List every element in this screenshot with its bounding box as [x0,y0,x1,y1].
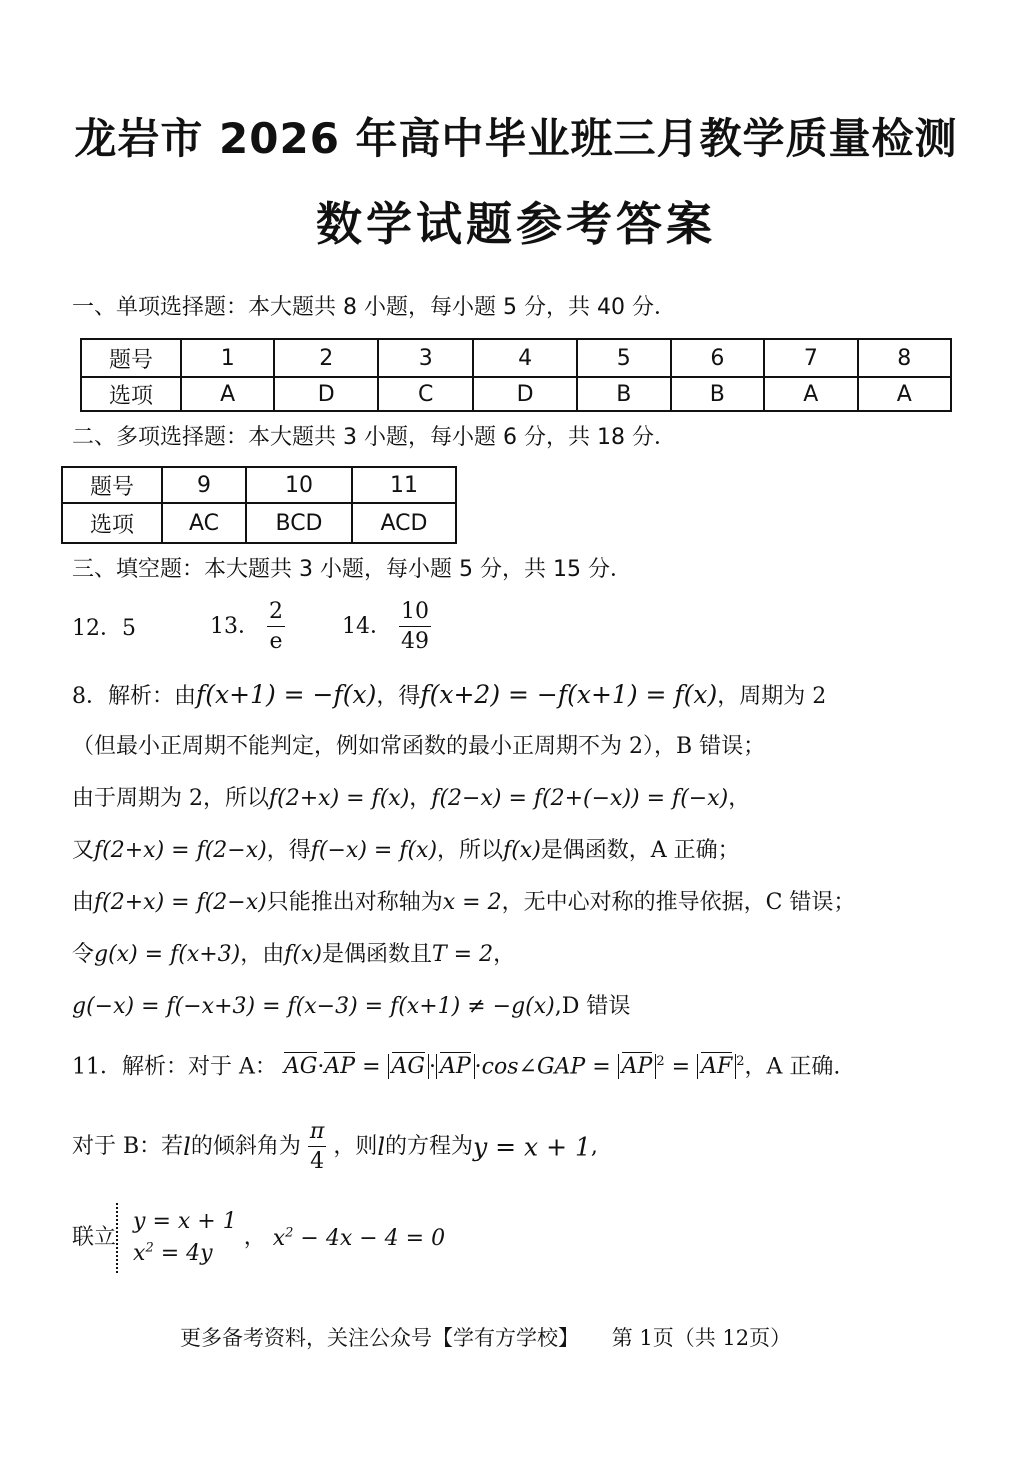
solution-8-line-2: （但最小正周期不能判定，例如常函数的最小正周期不为 2），B 错误； [72,734,766,759]
table-cell: B [577,377,671,411]
fraction [399,600,431,654]
vector-ag: AG [283,1054,318,1080]
table-cell: A [181,377,274,411]
solution-11-line-2 [72,1120,598,1174]
fill-answer-14 [342,600,431,654]
table-cell: 4 [473,339,577,377]
solution-8-line-1 [72,682,826,708]
table-cell: 6 [671,339,765,377]
numerator: 2 [267,600,285,627]
denominator: 49 [401,629,429,655]
answer-table-2 [61,466,457,544]
vector-af: AF [701,1054,733,1080]
text: ， [409,786,432,811]
dot-operator: · [428,1054,436,1080]
section-1-heading: 一、单项选择题：本大题共 8 小题，每小题 5 分，共 40 分． [72,295,676,320]
fraction [308,1120,326,1174]
system-equation-1: y = x + 1 [133,1209,237,1235]
formula: f(x+1) = −f(x) [196,680,377,709]
formula: f(2+x) = f(x) [269,786,410,811]
solution-11-line-3 [72,1203,445,1273]
magnitude [388,1054,429,1079]
text: 由 [72,890,95,915]
text: ，A 正确. [744,1054,841,1080]
text: x [133,1241,146,1266]
solution-8-line-3 [72,788,750,810]
fill-answer-14-label: 14． [342,614,392,640]
text: 只能推出对称轴为 [266,890,443,915]
variable-l: l [183,1133,191,1162]
vector-ap: AP [621,1054,653,1080]
text: = 4y [153,1241,213,1266]
table-cell: D [274,377,378,411]
equals-sign: = [362,1054,381,1080]
solution-8-line-4 [72,840,740,862]
footer-promo-text: 更多备考资料，关注公众号【学有方学校】 [180,1326,579,1350]
table-cell: 5 [577,339,671,377]
fraction [267,600,285,654]
exponent: 2 [145,1240,154,1256]
text: 令 [72,942,95,967]
exponent: 2 [285,1225,294,1241]
dot-operator: · [317,1054,325,1080]
fill-answer-13 [210,600,285,654]
table-cell: C [378,377,473,411]
formula: f(x+2) = −f(x+1) = f(x) [420,680,718,709]
formula: f(2+x) = f(2−x) [94,890,267,915]
formula: y = x + 1 [473,1132,591,1162]
table-cell: 3 [378,339,473,377]
fill-answer-12: 12．5 [72,616,136,641]
table-cell: A [764,377,857,411]
solution-8-line-7 [72,996,630,1018]
numerator: π [308,1120,326,1147]
text: ， [493,942,516,967]
table-cell: 11 [352,467,456,503]
table-cell: D [473,377,577,411]
table-cell: ACD [352,503,456,543]
text: , [590,1134,598,1160]
vector-ap: AP [439,1054,471,1080]
text: ， [728,786,751,811]
text: ，得 [376,684,421,709]
quadratic-equation [273,1226,445,1251]
table-header-cell: 选项 [81,377,181,411]
table-cell: BCD [246,503,352,543]
exponent: 2 [656,1054,665,1069]
cosine-term: ·cos∠GAP [474,1054,586,1080]
text: 对于 B：若 [72,1134,184,1160]
table-cell: B [671,377,765,411]
denominator: 4 [310,1149,325,1175]
text: 由于周期为 2，所以 [72,786,269,811]
formula: T = 2 [432,942,494,967]
solution-8-line-6 [72,944,515,966]
text: ， [243,1225,266,1250]
variable-l: l [377,1133,386,1162]
solution-11-line-1 [72,1055,840,1078]
table-cell: A [858,377,951,411]
formula: g(−x) = f(−x+3) = f(x−3) = f(x+1) ≠ −g(x) [72,994,555,1019]
table-cell: 8 [858,339,951,377]
text: 的方程为 [385,1134,474,1160]
magnitude [697,1054,736,1079]
text: 8．解析：由 [72,684,196,709]
answer-table-2-number-row [62,467,456,503]
denominator: e [269,629,283,655]
text: 的倾斜角为 [190,1134,301,1160]
section-3-heading: 三、填空题：本大题共 3 小题，每小题 5 分，共 15 分． [72,557,632,582]
footer [180,1322,791,1352]
table-cell: 2 [274,339,378,377]
solution-8-line-5 [72,892,855,914]
table-header-cell: 题号 [62,467,162,503]
magnitude [618,1054,657,1079]
document-subtitle: 数学试题参考答案 [316,197,716,251]
text: − 4x − 4 = 0 [293,1225,446,1251]
text: ，由 [240,942,285,967]
equals-sign: = [592,1054,611,1080]
table-cell: AC [162,503,246,543]
equals-sign: = [671,1054,691,1080]
magnitude [436,1054,475,1079]
text: ，所以 [437,838,504,863]
text: ，无中心对称的推导依据，C 错误； [501,890,856,915]
system-equation-2 [133,1238,237,1270]
formula: f(−x) = f(x) [310,838,438,863]
numerator: 10 [399,600,431,627]
text: 是偶函数且 [321,942,432,967]
page-number: 第 1页（共 12页） [611,1326,792,1350]
formula: g(x) = f(x+3) [94,942,241,967]
fill-answer-13-label: 13． [210,614,260,640]
text: ，得 [266,838,311,863]
text: 是偶函数，A 正确； [540,838,740,863]
formula: f(2+x) = f(2−x) [94,838,267,863]
table-cell: 1 [181,339,274,377]
table-cell: 7 [764,339,857,377]
text: x [272,1225,286,1251]
text: ，则 [333,1134,378,1160]
equation-system [133,1206,237,1270]
system-brace [116,1203,126,1273]
formula: f(x) [284,942,322,967]
text: ，周期为 2 [717,684,827,709]
exponent: 2 [736,1054,745,1069]
table-cell: 9 [162,467,246,503]
text: ,D 错误 [554,994,631,1019]
table-header-cell: 选项 [62,503,162,543]
vector-ag: AG [391,1054,425,1080]
document-title: 龙岩市 2026 年高中毕业班三月教学质量检测 [74,114,958,163]
answer-table-1-answer-row [81,377,951,411]
answer-table-1 [80,338,952,412]
table-cell: 10 [246,467,352,503]
table-header-cell: 题号 [81,339,181,377]
vector-ap: AP [324,1054,356,1080]
formula: x = 2 [442,890,502,915]
answer-table-1-number-row [81,339,951,377]
section-2-heading: 二、多项选择题：本大题共 3 小题，每小题 6 分，共 18 分． [72,425,676,450]
formula: f(x) [503,838,541,863]
text: 又 [72,838,95,863]
answer-table-2-answer-row [62,503,456,543]
text: 11．解析：对于 A： [72,1054,277,1080]
text: 联立 [72,1225,117,1250]
formula: f(2−x) = f(2+(−x)) = f(−x) [431,786,729,811]
